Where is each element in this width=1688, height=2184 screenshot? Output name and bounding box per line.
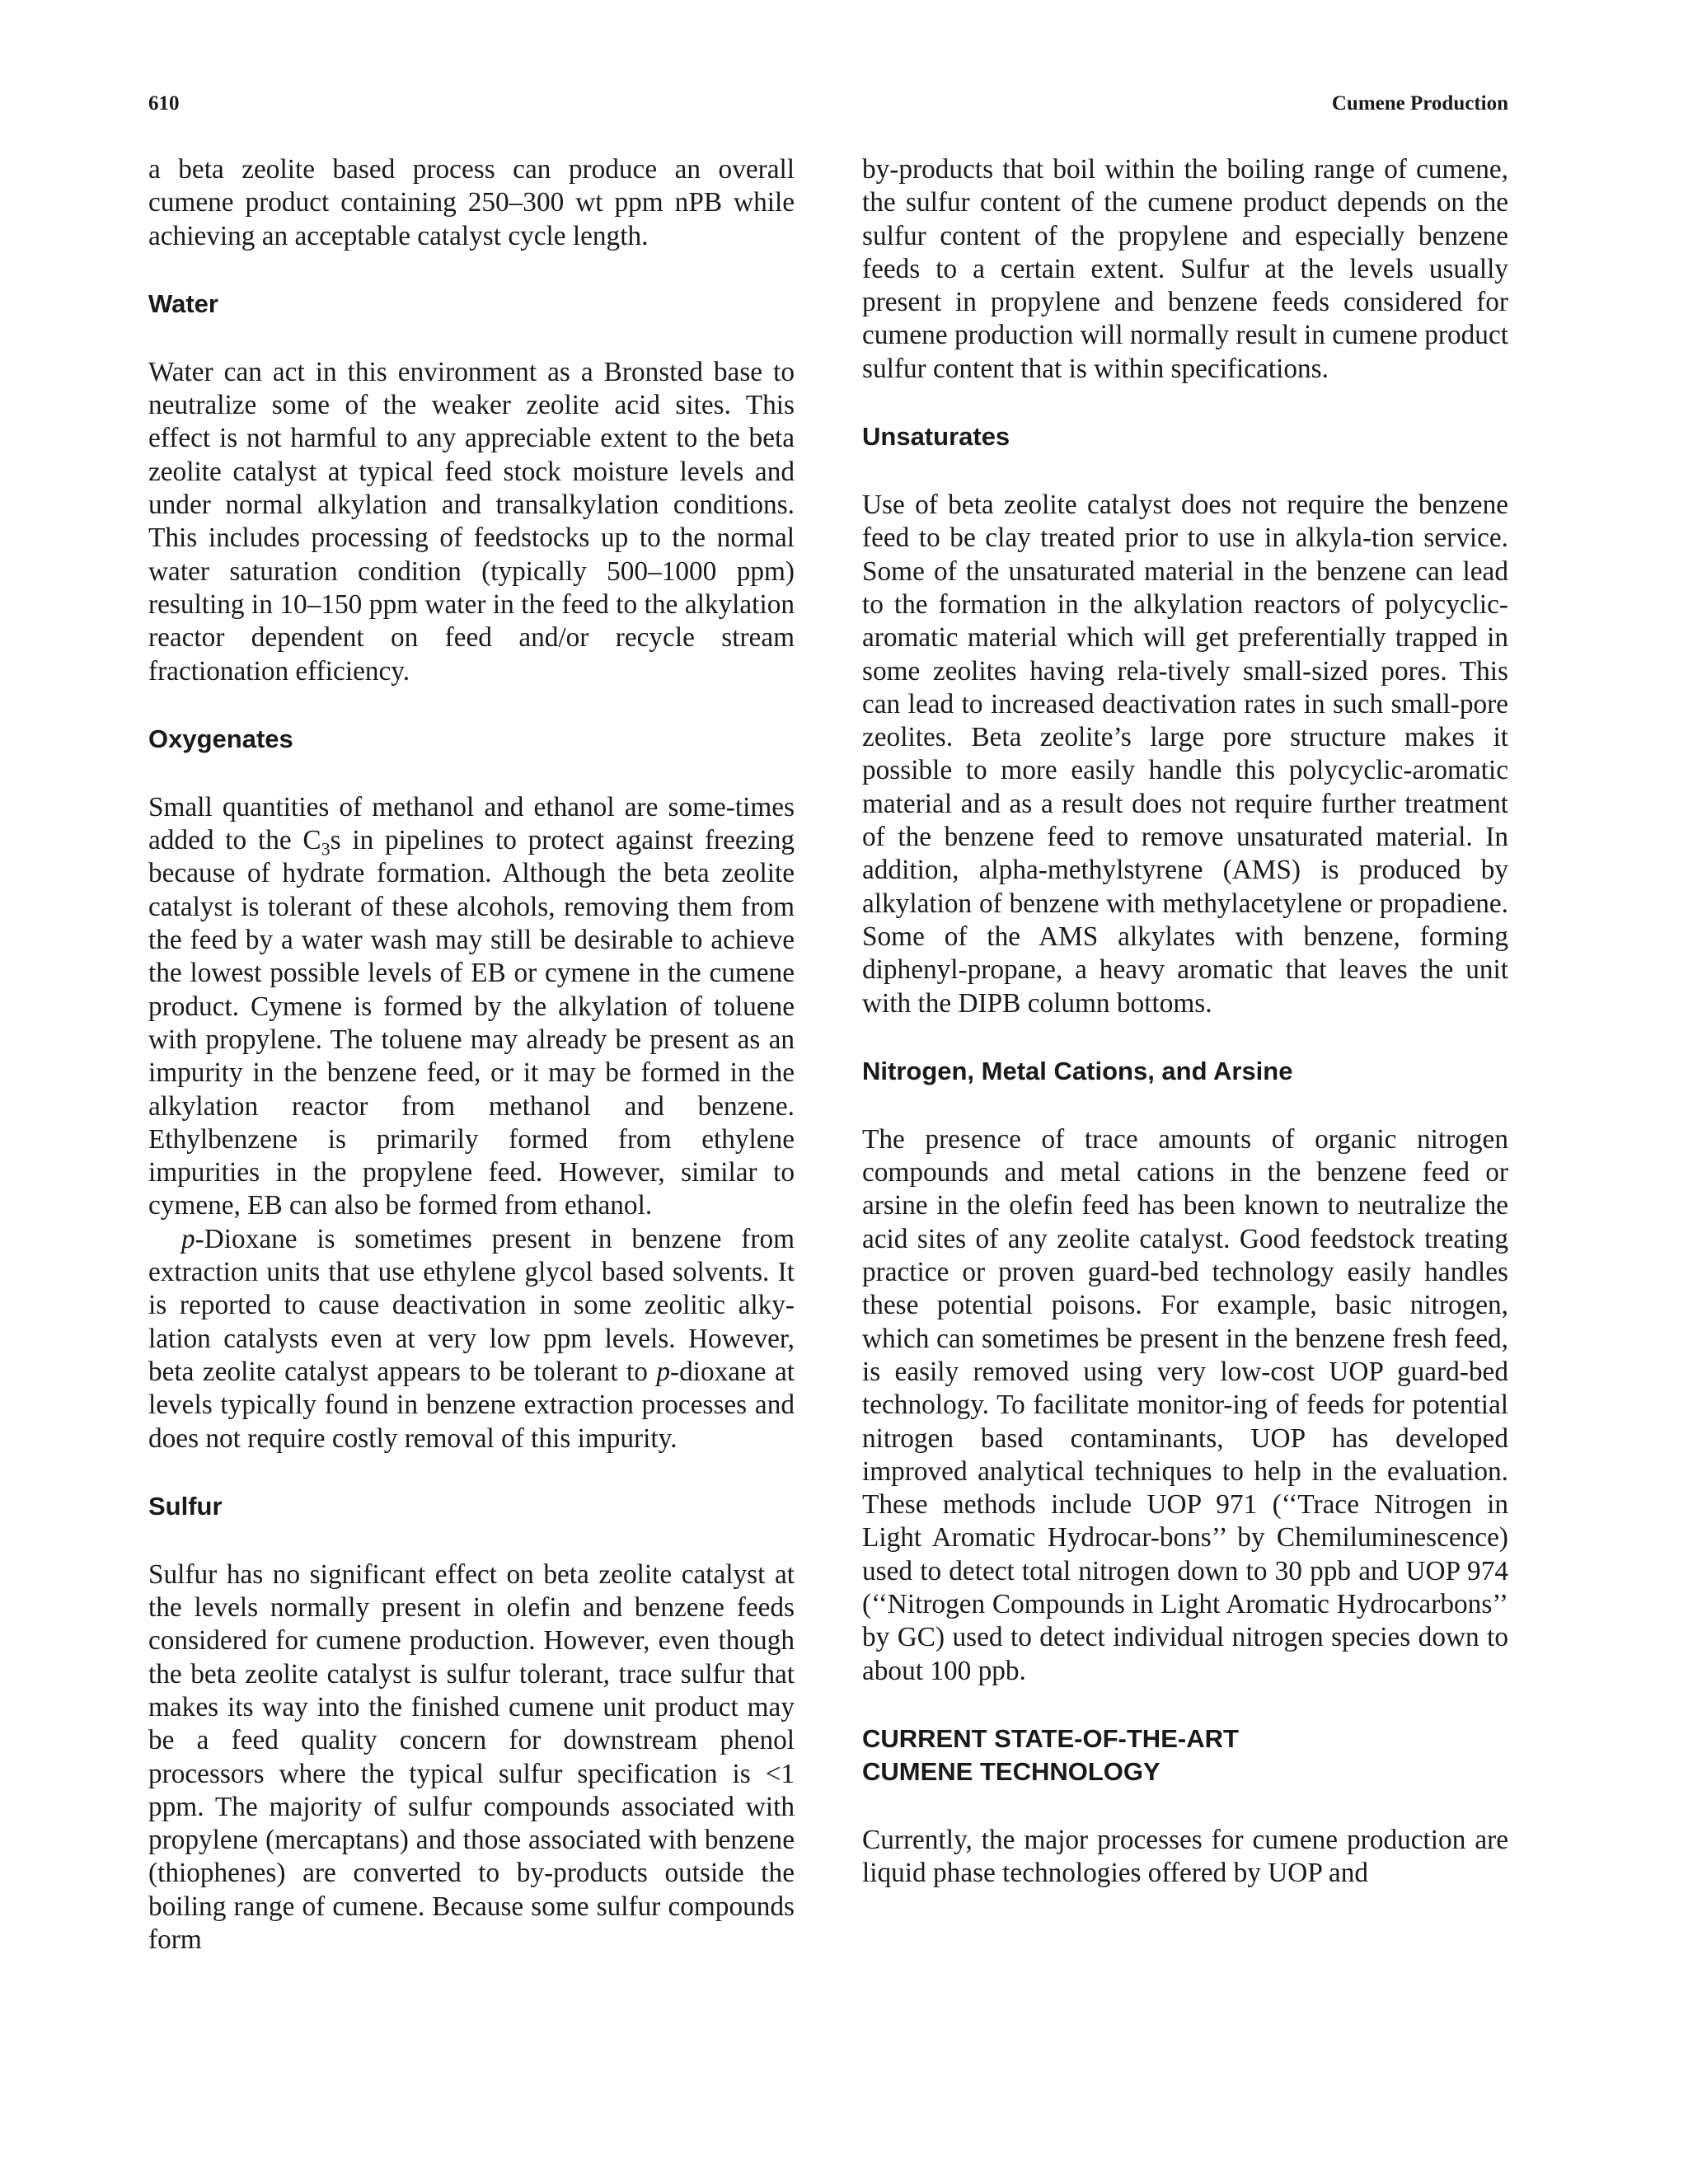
heading-unsaturates: Unsaturates bbox=[862, 422, 1010, 452]
paragraph-intro: a beta zeolite based process can produce an overall cumene product containing 250–300 wt ppm nPB while achieving an acceptable catalyst cycle length. bbox=[148, 154, 795, 251]
heading-water: Water bbox=[148, 288, 218, 318]
paragraph-sulfur: Sulfur has no significant effect on beta zeolite catalyst at the levels normally present in olefin and benzene feeds considered for cumene production. However, even though the beta zeolite catalyst is sulfur tolerant, trace sulfur that makes its way into the finished cumene unit product may be a feed quality concern for downstream phenol processors where the typical sulfur specification is <1 ppm. The majority of sulfur compounds associated with propylene (mercaptans) and those associated with benzene (thiophenes) are converted to by-products outside the boiling range of cumene. Because some sulfur compounds form bbox=[148, 1558, 795, 1956]
right-column bbox=[862, 153, 1508, 1890]
paragraph-water: Water can act in this environment as a Bronsted base to neutralize some of the weaker zeolite acid sites. This effect is not harmful to any appreciable extent to the beta zeolite catalyst at typical feed stock moisture levels and under normal alkylation and transalkylation conditions. This includes processing of feedstocks up to the normal water saturation condition (typically 500–1000 ppm) resulting in 10–150 ppm water in the feed to the alkylation reactor dependent on feed and/or recycle stream fractionation efficiency. bbox=[148, 356, 795, 687]
running-title: Cumene Production bbox=[1331, 92, 1508, 115]
paragraph-sulfur-continued: by-products that boil within the boiling range of cumene, the sulfur content of the cumene product depends on the sulfur content of the propylene and especially benzene feeds to a certain extent. Sulfur at the levels usually present in propylene and benzene feeds considered for cumene production will normally result in cumene product sulfur content that is within specifications. bbox=[862, 154, 1508, 384]
paragraph-current-technology: Currently, the major processes for cumene production are liquid phase technologies offered by UOP and bbox=[862, 1824, 1508, 1889]
paragraph-nitrogen: The presence of trace amounts of organic nitrogen compounds and metal cations in the benzene feed or arsine in the olefin feed has been known to neutralize the acid sites of any zeolite catalyst. Good feedstock treating practice or proven guard-bed technology easily handles these potential poisons. For example, basic nitrogen, which can sometimes be present in the benzene fresh feed, is easily removed using very low-cost UOP guard-bed technology. To facilitate monitor-ing of feeds for potential nitrogen based contaminants, UOP has developed improved analytical techniques to help in the evaluation. These methods include UOP 971 (‘‘Trace Nitrogen in Light Aromatic Hydrocar-bons’’ by Chemiluminescence) used to detect total nitrogen down to 30 ppb and UOP 974 (‘‘Nitrogen Compounds in Light Aromatic Hydrocarbons’’ by GC) used to detect individual nitrogen species down to about 100 ppb. bbox=[862, 1123, 1508, 1686]
paragraph-oxygenates-1: Small quantities of methanol and ethanol are some-times added to the $C_3s$ in pipelines to protect against freezing because of hydrate formation. Although the beta zeolite catalyst is tolerant of these alcohols, removing them from the feed by a water wash may still be desirable to achieve the lowest possible levels of EB or cymene in the cumene product. Cymene is formed by the alkylation of toluene with propylene. The toluene may already be present as an impurity in the benzene feed, or it may be formed in the alkylation reactor from methanol and benzene. Ethylbenzene is primarily formed from ethylene impurities in the propylene feed. However, similar to cymene, EB can also be formed from ethanol. bbox=[148, 791, 795, 1221]
paragraph-unsaturates: Use of beta zeolite catalyst does not require the benzene feed to be clay treated prior to use in alkyla-tion service. Some of the unsaturated material in the benzene can lead to the formation in the alkylation reactors of polycyclic-aromatic material which will get preferentially trapped in some zeolites having rela-tively small-sized pores. This can lead to increased deactivation rates in such small-pore zeolites. Beta zeolite’s large pore structure makes it possible to more easily handle this polycyclic-aromatic material and as a result does not require further treatment of the benzene feed to remove unsaturated material. In addition, alpha-methylstyrene (AMS) is produced by alkylation of benzene with methylacetylene or propadiene. Some of the AMS alkylates with benzene, forming diphenyl-propane, a heavy aromatic that leaves the unit with the DIPB column bottoms. bbox=[862, 490, 1508, 1019]
left-column bbox=[148, 153, 795, 1957]
heading-nitrogen: Nitrogen, Metal Cations, and Arsine bbox=[862, 1056, 1293, 1085]
running-head bbox=[148, 92, 1508, 122]
paragraph-oxygenates-2: p-Dioxane is sometimes present in benzene from extraction units that use ethylene glycol based solvents. It is reported to cause deactivation in some zeolitic alky-lation catalysts even at very low ppm levels. However, beta zeolite catalyst appears to be tolerant to p-dioxane at levels typically found in benzene extraction processes and does not require costly removal of this impurity. bbox=[148, 1223, 795, 1454]
heading-oxygenates: Oxygenates bbox=[148, 724, 293, 753]
page-number: 610 bbox=[148, 92, 180, 115]
heading-sulfur: Sulfur bbox=[148, 1491, 223, 1521]
heading-current-technology: CURRENT STATE-OF-THE-ART CUMENE TECHNOLOGY bbox=[862, 1723, 1239, 1786]
